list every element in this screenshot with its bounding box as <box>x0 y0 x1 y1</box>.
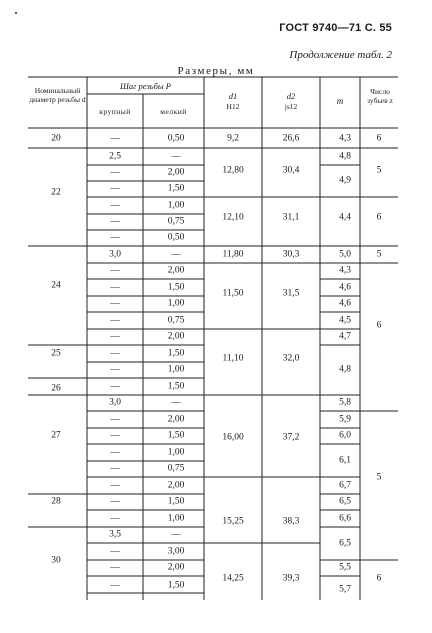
fine-cell: 1,00 <box>167 447 185 458</box>
coarse-cell: — <box>110 414 120 425</box>
z-cell: 5 <box>376 249 382 260</box>
coarse-cell: — <box>110 133 120 144</box>
fine-cell: 1,50 <box>167 282 185 293</box>
coarse-cell: 2,5 <box>109 151 121 162</box>
diameter-cell: 25 <box>51 348 61 359</box>
coarse-cell: — <box>110 496 120 507</box>
m-cell: 5,7 <box>339 584 351 595</box>
coarse-cell: — <box>110 200 120 211</box>
m-cell: 6,5 <box>339 538 351 549</box>
fine-cell: 0,75 <box>167 315 185 326</box>
coarse-cell: — <box>110 430 120 441</box>
m-cell: 4,3 <box>339 133 351 144</box>
units-title: Размеры, мм <box>177 65 255 77</box>
m-cell: 5,5 <box>339 562 351 573</box>
m-cell: 5,8 <box>339 397 351 408</box>
m-cell: 4,4 <box>339 212 351 223</box>
m-cell: 4,6 <box>339 298 351 309</box>
d1-cell: 11,50 <box>222 288 244 299</box>
d2-cell: 31,1 <box>282 212 300 223</box>
d1-cell: 9,2 <box>227 133 239 144</box>
m-cell: 6,5 <box>339 496 351 507</box>
m-cell: 4,6 <box>339 282 351 293</box>
diameter-cell: 26 <box>51 383 61 394</box>
coarse-cell: — <box>110 546 120 557</box>
diameter-cell: 30 <box>51 555 61 566</box>
fine-cell: 2,00 <box>167 562 185 573</box>
d2-cell: 38,3 <box>282 516 300 527</box>
coarse-cell: — <box>110 513 120 524</box>
m-cell: 6,7 <box>339 480 351 491</box>
fine-cell: 2,00 <box>167 480 185 491</box>
fine-cell: 0,75 <box>167 463 185 474</box>
fine-cell: 1,50 <box>167 496 185 507</box>
z-cell: 5 <box>376 165 382 176</box>
fine-cell: 0,50 <box>167 133 185 144</box>
fine-cell: 2,00 <box>167 265 185 276</box>
fine-cell: 1,50 <box>167 430 185 441</box>
d2-cell: 31,5 <box>282 288 300 299</box>
col-header-fine: мелкий <box>160 107 187 116</box>
m-cell: 4,5 <box>339 315 351 326</box>
d1-cell: 11,80 <box>222 249 244 260</box>
fine-cell: 1,50 <box>167 580 185 591</box>
z-cell: 6 <box>376 320 382 331</box>
d1-cell: 14,25 <box>222 573 244 584</box>
fine-cell: — <box>171 249 181 260</box>
d1-cell: 16,00 <box>222 432 244 443</box>
diameter-cell: 22 <box>51 187 61 198</box>
coarse-cell: — <box>110 232 120 243</box>
coarse-cell: — <box>110 282 120 293</box>
fine-cell: — <box>171 397 181 408</box>
m-cell: 5,0 <box>339 249 351 260</box>
col-header-diameter: Номинальный диаметр резьбы d <box>29 86 86 104</box>
col-header-d1: d1 <box>228 91 238 101</box>
d1-cell: 12,80 <box>222 165 244 176</box>
fine-cell: 1,00 <box>167 200 185 211</box>
fine-cell: 1,50 <box>167 183 185 194</box>
col-header-m: m <box>336 96 344 106</box>
d2-cell: 39,3 <box>282 573 300 584</box>
coarse-cell: — <box>110 463 120 474</box>
fine-cell: 1,50 <box>167 381 185 392</box>
m-cell: 6,0 <box>339 430 351 441</box>
col-header-d2: d2 <box>286 91 296 101</box>
page-header: ГОСТ 9740—71 С. 55 <box>279 22 392 34</box>
fine-cell: 1,00 <box>167 364 185 375</box>
m-cell: 4,7 <box>339 331 351 342</box>
d2-cell: 32,0 <box>282 353 300 364</box>
m-cell: 4,8 <box>339 364 351 375</box>
coarse-cell: — <box>110 167 120 178</box>
d2-cell: 30,4 <box>282 165 300 176</box>
coarse-cell: — <box>110 480 120 491</box>
diameter-cell: 24 <box>51 280 61 291</box>
fine-cell: — <box>171 151 181 162</box>
m-cell: 4,3 <box>339 265 351 276</box>
col-header-d2-tolerance: js12 <box>284 102 298 111</box>
d2-cell: 30,3 <box>282 249 300 260</box>
coarse-cell: — <box>110 447 120 458</box>
coarse-cell: — <box>110 580 120 591</box>
m-cell: 4,8 <box>339 151 351 162</box>
coarse-cell: — <box>110 216 120 227</box>
coarse-cell: — <box>110 183 120 194</box>
fine-cell: 0,50 <box>167 232 185 243</box>
z-cell: 6 <box>376 573 382 584</box>
d2-cell: 26,6 <box>282 133 300 144</box>
fine-cell: 2,00 <box>167 167 185 178</box>
fine-cell: 2,00 <box>167 331 185 342</box>
fine-cell: 1,00 <box>167 298 185 309</box>
diameter-cell: 27 <box>51 430 61 441</box>
d1-cell: 15,25 <box>222 516 244 527</box>
coarse-cell: — <box>110 298 120 309</box>
m-cell: 6,1 <box>339 455 351 466</box>
coarse-cell: — <box>110 265 120 276</box>
fine-cell: 0,75 <box>167 216 185 227</box>
coarse-cell: — <box>110 331 120 342</box>
coarse-cell: — <box>110 348 120 359</box>
z-cell: 6 <box>376 133 382 144</box>
d2-cell: 37,2 <box>282 432 300 443</box>
z-cell: 5 <box>376 472 382 483</box>
fine-cell: 2,00 <box>167 414 185 425</box>
col-header-coarse: крупный <box>99 107 131 116</box>
coarse-cell: — <box>110 381 120 392</box>
diameter-cell: 28 <box>51 496 61 507</box>
coarse-cell: — <box>110 562 120 573</box>
m-cell: 4,9 <box>339 175 351 186</box>
table-continuation-note: Продолжение табл. 2 <box>289 49 392 61</box>
coarse-cell: 3,0 <box>109 249 121 260</box>
col-header-d1-tolerance: H12 <box>226 102 240 111</box>
fine-cell: 3,00 <box>167 546 185 557</box>
fine-cell: 1,00 <box>167 513 185 524</box>
coarse-cell: — <box>110 315 120 326</box>
coarse-cell: 3,0 <box>109 397 121 408</box>
fine-cell: — <box>171 529 181 540</box>
z-cell: 6 <box>376 212 382 223</box>
d1-cell: 12,10 <box>222 212 244 223</box>
d1-cell: 11,10 <box>222 353 244 364</box>
fine-cell: 1,50 <box>167 348 185 359</box>
coarse-cell: 3,5 <box>109 529 121 540</box>
m-cell: 6,6 <box>339 513 351 524</box>
col-header-pitch: Шаг резьбы P <box>120 81 171 91</box>
col-header-teeth: Число зубьев z <box>367 87 393 105</box>
diameter-cell: 20 <box>51 133 61 144</box>
coarse-cell: — <box>110 364 120 375</box>
m-cell: 5,9 <box>339 414 351 425</box>
